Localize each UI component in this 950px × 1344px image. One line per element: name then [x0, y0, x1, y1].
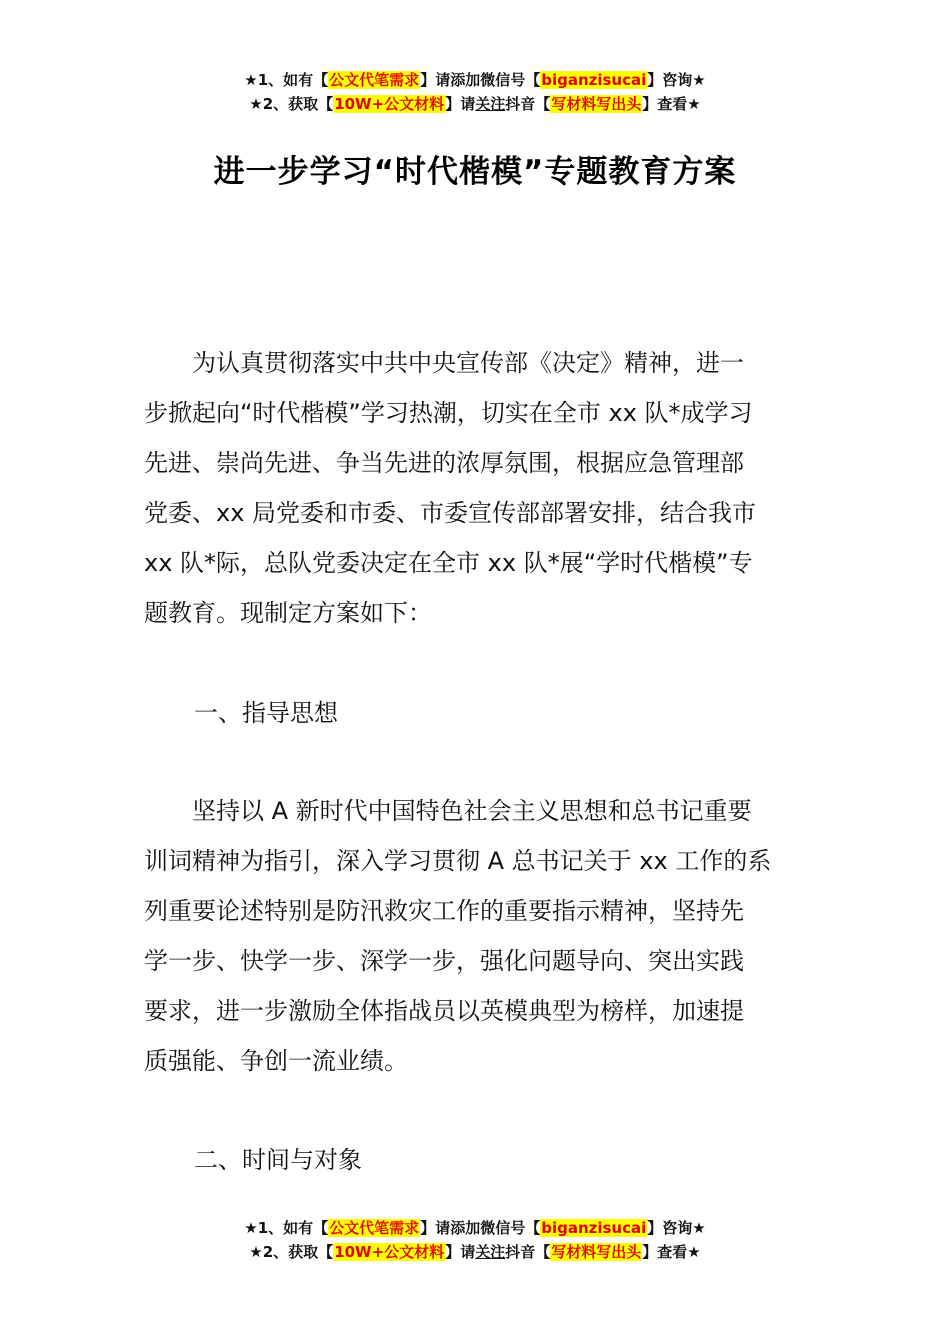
highlight-douyin: 写材料写出头: [551, 1243, 642, 1261]
banner-line-2: ★2、获取【10W+公文材料】请关注抖音【写材料写出头】查看★: [249, 95, 701, 113]
paragraph-line: 先进、崇尚先进、争当先进的浓厚氛围，根据应急管理部: [144, 449, 744, 477]
paragraph-line: 题教育。现制定方案如下：: [144, 599, 432, 627]
paragraph-line: 要求，进一步激励全体指战员以英模典型为榜样，加速提: [144, 997, 744, 1025]
paragraph-line: 为认真贯彻落实中共中央宣传部《决定》精神，进一: [192, 349, 744, 377]
document-title: 进一步学习“时代楷模”专题教育方案: [213, 154, 737, 190]
highlight-materials: 10W+公文材料: [334, 95, 445, 113]
paragraph-line: 坚持以 A 新时代中国特色社会主义思想和总书记重要: [192, 797, 752, 825]
highlight-service: 公文代笔需求: [329, 71, 420, 89]
paragraph-line: 列重要论述特别是防汛救灾工作的重要指示精神，坚持先: [144, 897, 744, 925]
highlight-wechat-id: biganzisucai: [541, 1219, 647, 1237]
bottom-banner: [0, 1216, 950, 1264]
paragraph-line: xx 队*际，总队党委决定在全市 xx 队*展“学时代楷模”专: [144, 549, 753, 577]
paragraph-line: 党委、xx 局党委和市委、市委宣传部部署安排，结合我市: [144, 499, 757, 527]
top-banner: [0, 68, 950, 116]
banner-line-1: ★1、如有【公文代笔需求】请添加微信号【biganzisucai】咨询★: [244, 1219, 706, 1237]
guiding-ideology-paragraph: [144, 786, 808, 1086]
section-heading-time-and-target: 二、时间与对象: [194, 1146, 362, 1174]
paragraph-line: 学一步、快学一步、深学一步，强化问题导向、突出实践: [144, 947, 744, 975]
banner-line-1: ★1、如有【公文代笔需求】请添加微信号【biganzisucai】咨询★: [244, 71, 706, 89]
paragraph-line: 训词精神为指引，深入学习贯彻 A 总书记关于 xx 工作的系: [144, 847, 772, 875]
highlight-service: 公文代笔需求: [329, 1219, 420, 1237]
highlight-douyin: 写材料写出头: [551, 95, 642, 113]
section-heading-guiding-ideology: 一、指导思想: [194, 699, 338, 727]
banner-line-2: ★2、获取【10W+公文材料】请关注抖音【写材料写出头】查看★: [249, 1243, 701, 1261]
intro-paragraph: [144, 338, 808, 638]
highlight-wechat-id: biganzisucai: [541, 71, 647, 89]
highlight-materials: 10W+公文材料: [334, 1243, 445, 1261]
paragraph-line: 质强能、争创一流业绩。: [144, 1047, 408, 1075]
paragraph-line: 步掀起向“时代楷模”学习热潮，切实在全市 xx 队*成学习: [144, 399, 753, 427]
